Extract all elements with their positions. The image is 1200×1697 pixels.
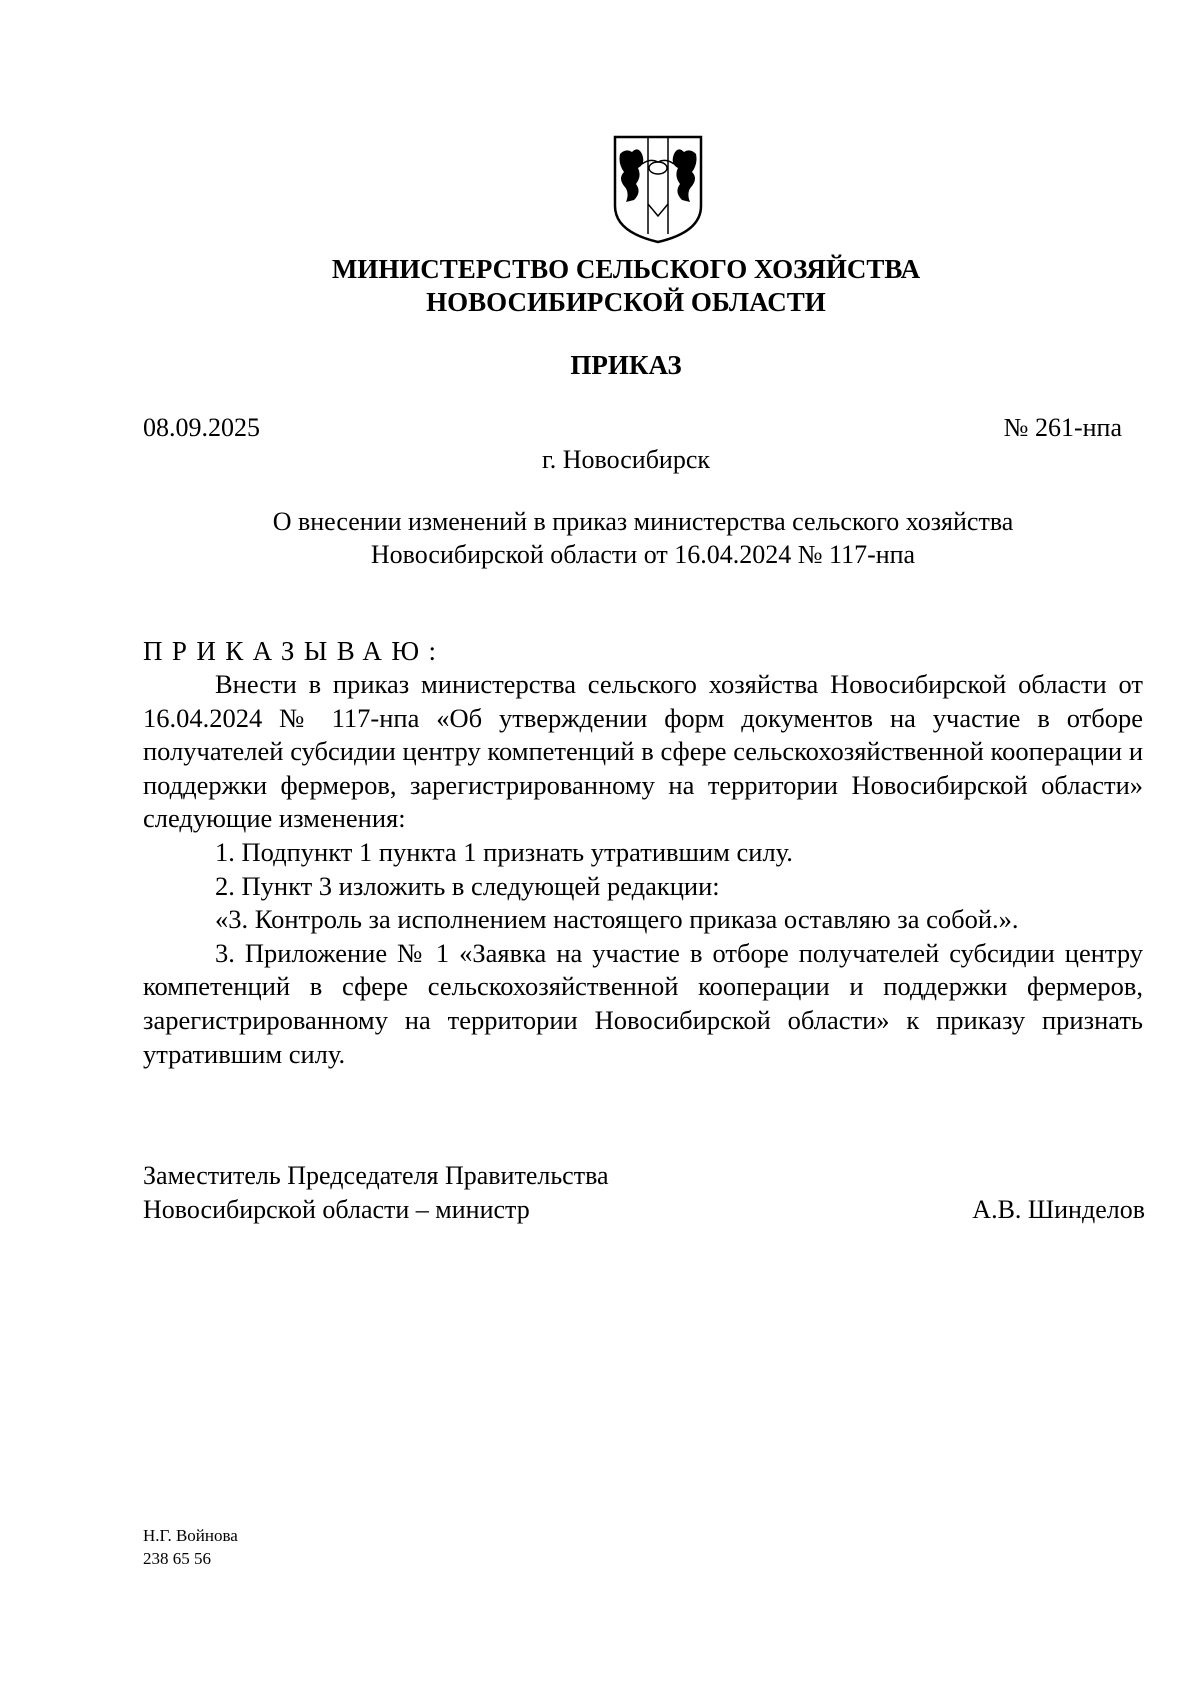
order-item-1: 1. Подпункт 1 пункта 1 признать утратившим силу. [215, 836, 793, 867]
order-item-3: 3. Приложение № 1 «Заявка на участие в отборе получателей субсидии центру компетенций в сфере сельскохозяйственной кооперации и поддержки фермеров, зарегистрированному на территории Новосибирской области» к приказу признать утратившим силу. [143, 937, 1143, 1069]
signatory-name: А.В. Шинделов [972, 1195, 1145, 1224]
document-date: 08.09.2025 [143, 413, 260, 442]
novosibirsk-coat-of-arms-icon [612, 134, 704, 246]
executor-phone: 238 65 56 [143, 1549, 211, 1568]
document-title-line-1: О внесении изменений в приказ министерства сельского хозяйства [272, 507, 1014, 536]
ministry-name-line-2: НОВОСИБИРСКОЙ ОБЛАСТИ [426, 287, 826, 317]
document-city: г. Новосибирск [541, 445, 711, 474]
document-title-line-2: Новосибирской области от 16.04.2024 № 117-нпа [370, 540, 916, 569]
signatory-position-line-2: Новосибирской области – министр [143, 1195, 530, 1224]
signatory-position [143, 1159, 609, 1227]
order-word: ПРИКАЗЫВАЮ: [143, 636, 446, 666]
executor-info [143, 1524, 238, 1570]
order-body [143, 668, 1143, 1071]
ministry-name-line-1: МИНИСТЕРСТВО СЕЛЬСКОГО ХОЗЯЙСТВА [331, 254, 921, 284]
order-item-2-quote: «3. Контроль за исполнением настоящего приказа оставляю за собой.». [215, 904, 1019, 935]
document-title [143, 505, 1143, 571]
signatory-position-line-1: Заместитель Председателя Правительства [143, 1161, 609, 1190]
document-number: № 261-нпа [1003, 413, 1122, 442]
document-type-heading: ПРИКАЗ [570, 350, 682, 380]
order-item-2: 2. Пункт 3 изложить в следующей редакции: [215, 870, 720, 901]
executor-name: Н.Г. Войнова [143, 1526, 238, 1545]
order-paragraph-main: Внести в приказ министерства сельского хозяйства Новосибирской области от 16.04.2024 № 117-нпа «Об утверждении форм документов на участие в отборе получателей субсидии центру компетенций в сфере сельскохозяйственной кооперации и поддержки фермеров, зарегистрированному на территории Новосибирской области» следующие изменения: [143, 669, 1143, 834]
